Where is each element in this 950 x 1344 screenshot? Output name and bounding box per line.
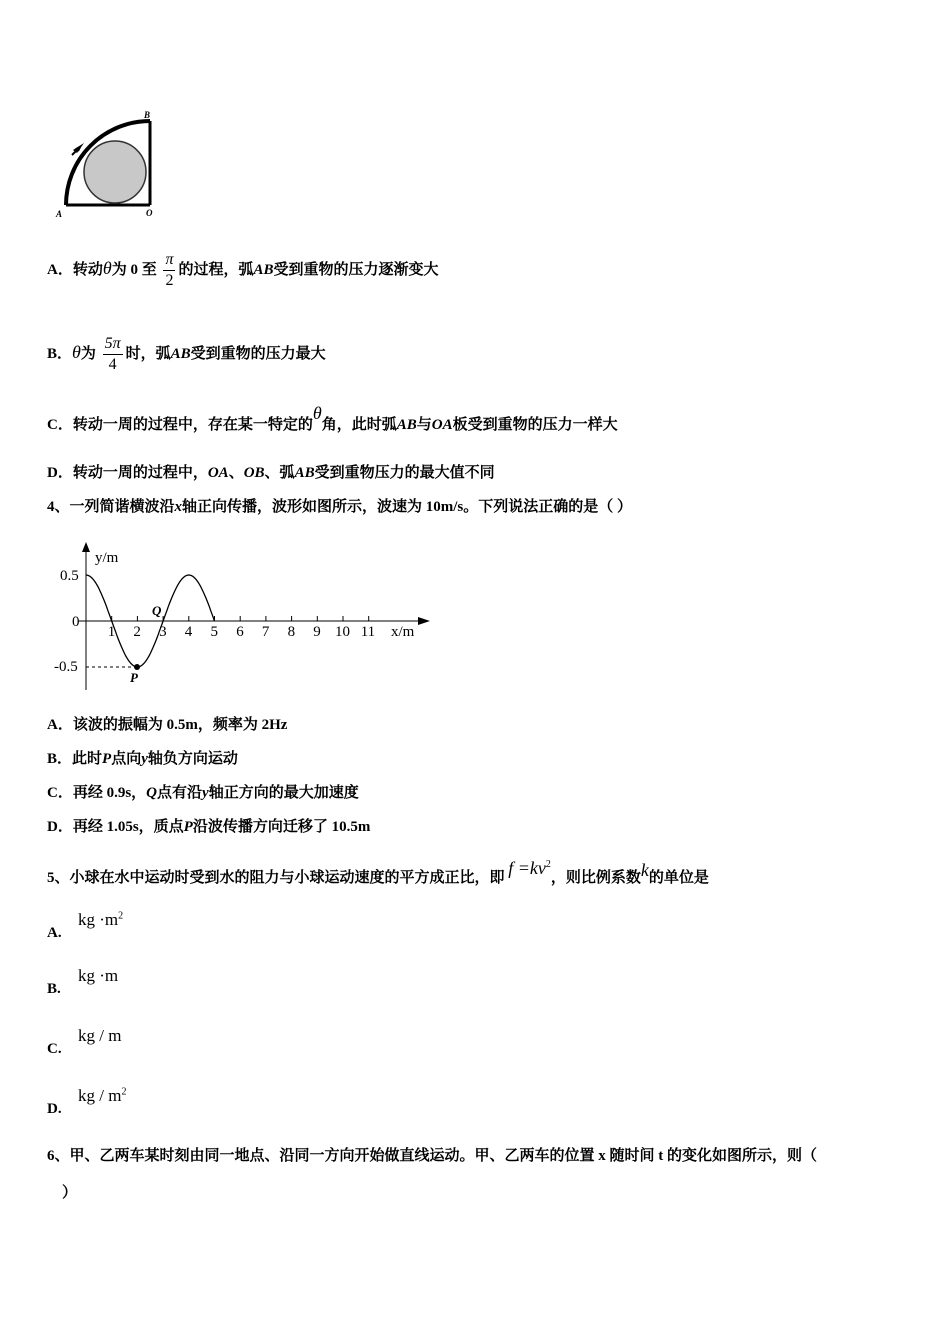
x-tick-label: 5 xyxy=(210,624,218,640)
q6-stem-line2: ） xyxy=(62,1185,78,1201)
q3-option-a: A．转动θ为 0 至 $\frac{\pi}{2}$ 的过程，弧AB受到重物的压力逐渐变大 xyxy=(47,251,439,290)
q6-stem-line1: 6、甲、乙两车某时刻由同一地点、沿同一方向开始做直线运动。甲、乙两车的位置 x 随时间 t 的变化如图所示，则（ xyxy=(47,1148,818,1164)
ball xyxy=(84,141,146,203)
label-o: O xyxy=(146,208,153,218)
label-a: A xyxy=(56,209,63,219)
q5-stem: 5、小球在水中运动时受到水的阻力与小球运动速度的平方成正比，即 $f =kv^2$，则比例系数k的单位是 xyxy=(47,858,709,886)
q5-option-c: C.kg / m xyxy=(47,1026,122,1057)
point-p-label: P xyxy=(130,670,138,685)
x-axis-arrow-icon xyxy=(418,617,430,625)
q5-option-a: $A.kg \cdot m^2$ xyxy=(47,910,124,941)
q3-option-b: B．θ为 $\frac{5\pi}{4}$ 时，弧AB受到重物的压力最大 xyxy=(47,335,326,374)
q5-option-b: B.kg ·m xyxy=(47,966,119,997)
x-tick-label: 3 xyxy=(159,624,167,640)
y-axis-label: y/m xyxy=(95,550,119,566)
fraction-pi-over-2: $\frac{\pi}{2}$ xyxy=(165,251,174,290)
q3-option-c: C．转动一周的过程中，存在某一特定的θ角，此时弧AB与OA板受到重物的压力一样大 xyxy=(47,403,618,433)
x-tick-label: 2 xyxy=(133,624,141,640)
q5-option-d: $D.kg / m^2$ xyxy=(47,1086,127,1117)
x-tick-label: 7 xyxy=(261,624,270,640)
q4-option-d: D．再经 1.05s，质点P沿波传播方向迁移了 10.5m xyxy=(47,819,371,835)
y-tick-0: 0 xyxy=(72,614,80,630)
q4-option-c: C．再经 0.9s，Q点有沿y轴正方向的最大加速度 xyxy=(47,785,359,801)
y-tick-neg-0-5: -0.5 xyxy=(54,659,78,675)
x-tick-label: 11 xyxy=(360,624,376,640)
fraction-5pi-over-4: $\frac{5\pi}{4}$ xyxy=(104,335,121,374)
x-ticks xyxy=(108,616,375,640)
x-tick-label: 6 xyxy=(236,624,244,640)
q4-option-a: A．该波的振幅为 0.5m，频率为 2Hz xyxy=(47,717,288,733)
x-tick-label: 9 xyxy=(313,624,321,640)
x-tick-label: 8 xyxy=(287,624,296,640)
q4-option-b: B．此时P点向y轴负方向运动 xyxy=(47,751,238,767)
y-tick-0-5: 0.5 xyxy=(60,568,79,584)
figure-rotating-frame xyxy=(50,105,170,225)
label-b: B xyxy=(144,110,151,120)
x-tick-label: 10 xyxy=(335,624,350,640)
wave-chart xyxy=(50,540,440,690)
x-axis-label: x/m xyxy=(391,624,415,640)
q3-option-d: D．转动一周的过程中，OA、OB、弧AB受到重物压力的最大值不同 xyxy=(47,465,495,481)
q4-stem: 4、一列简谐横波沿x轴正向传播，波形如图所示，波速为 10m/s。下列说法正确的是（ ） xyxy=(47,499,633,515)
x-tick-label: 4 xyxy=(184,624,193,640)
x-tick-label: 1 xyxy=(107,624,116,640)
y-axis-arrow-icon xyxy=(82,542,90,552)
point-q-label: Q xyxy=(152,603,162,618)
